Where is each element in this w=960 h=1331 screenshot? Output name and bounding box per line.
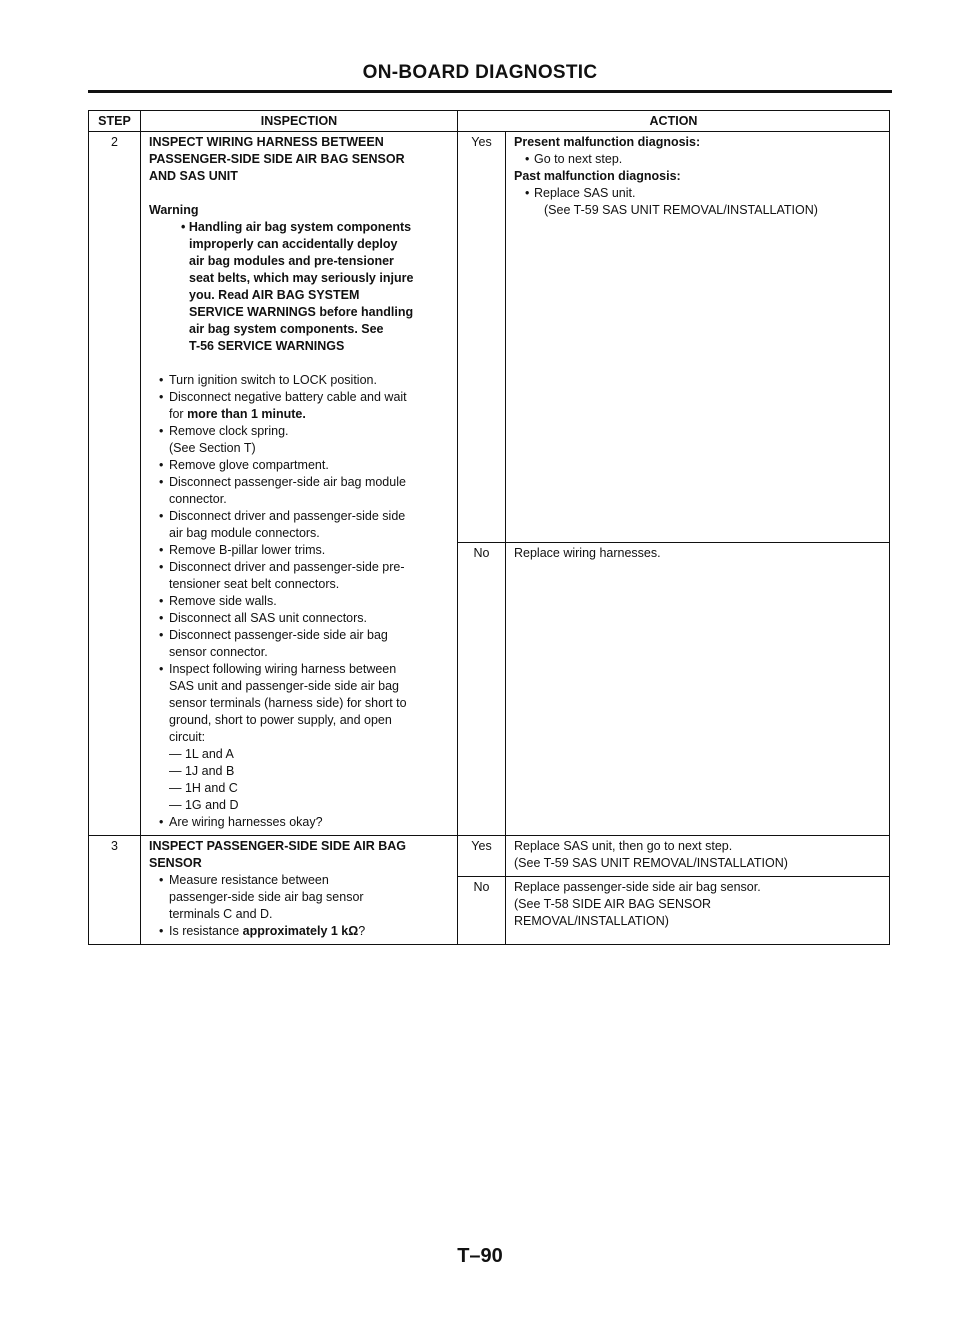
item-text: air bag module connectors.	[169, 526, 320, 540]
diagnostic-table	[88, 110, 890, 945]
warning-line: you. Read AIR BAG SYSTEM	[189, 288, 360, 302]
item-text: Remove side walls.	[169, 594, 277, 608]
item-text: SAS unit and passenger-side side air bag	[169, 679, 400, 693]
inspection-cell-step-3	[141, 836, 458, 945]
item-text: Disconnect driver and passenger-side side	[169, 509, 406, 523]
title-rule	[88, 90, 892, 93]
heading-line: PASSENGER-SIDE SIDE AIR BAG SENSOR	[149, 152, 405, 166]
list-item	[149, 661, 447, 814]
action-line: Replace passenger-side side air bag sensor.	[514, 880, 761, 894]
header-action: ACTION	[458, 111, 890, 132]
step-number: 2	[89, 132, 141, 836]
yes-label: Yes	[458, 836, 506, 877]
warning-label: Warning	[149, 203, 199, 217]
action-line: REMOVAL/INSTALLATION)	[514, 914, 669, 928]
past-malfunction-label: Past malfunction diagnosis:	[514, 169, 681, 183]
list-item	[149, 610, 447, 627]
inspection-heading	[149, 838, 447, 872]
list-item	[149, 508, 447, 542]
no-label: No	[458, 877, 506, 945]
action-item: • Go to next step.	[514, 151, 881, 168]
list-item	[149, 457, 447, 474]
item-text: — 1J and B	[169, 764, 235, 778]
step-number: 3	[89, 836, 141, 945]
item-text: ground, short to power supply, and open	[169, 713, 392, 727]
item-text: Turn ignition switch to LOCK position.	[169, 373, 377, 387]
list-item	[149, 814, 447, 831]
warning-line: seat belts, which may seriously injure	[189, 271, 414, 285]
warning-line: T-56 SERVICE WARNINGS	[189, 339, 345, 353]
list-item	[149, 627, 447, 661]
header-inspection: INSPECTION	[141, 111, 458, 132]
item-text: — 1L and A	[169, 747, 234, 761]
item-emphasis: more than 1 minute.	[187, 407, 306, 421]
heading-line: INSPECT WIRING HARNESS BETWEEN	[149, 135, 384, 149]
present-malfunction-label: Present malfunction diagnosis:	[514, 135, 701, 149]
table-row-step-3-yes	[89, 836, 890, 877]
item-text: terminals C and D.	[169, 907, 273, 921]
item-text: Remove B-pillar lower trims.	[169, 543, 326, 557]
yes-action-cell	[506, 836, 890, 877]
item-text: (See Section T)	[169, 441, 256, 455]
list-item	[149, 872, 447, 923]
list-item	[149, 559, 447, 593]
warning-line: air bag modules and pre-tensioner	[189, 254, 394, 268]
item-text: Disconnect passenger-side side air bag	[169, 628, 388, 642]
list-item	[149, 542, 447, 559]
item-text: Inspect following wiring harness between	[169, 662, 397, 676]
inspection-heading	[149, 134, 447, 185]
page-number: T–90	[457, 1245, 503, 1267]
item-emphasis: approximately 1 kΩ	[242, 924, 359, 938]
list-item	[149, 923, 447, 940]
item-text: Disconnect all SAS unit connectors.	[169, 611, 368, 625]
item-text: Measure resistance between	[169, 873, 329, 887]
item-text: for	[169, 407, 188, 421]
item-text: Are wiring harnesses okay?	[169, 815, 323, 829]
warning-text	[149, 219, 447, 355]
table-row-step-2-yes	[89, 132, 890, 543]
warning-line: improperly can accidentally deploy	[189, 237, 398, 251]
list-item	[149, 474, 447, 508]
item-text: — 1H and C	[169, 781, 238, 795]
action-item: • Replace SAS unit.	[514, 185, 881, 202]
list-item	[149, 389, 447, 423]
action-line: (See T-58 SIDE AIR BAG SENSOR	[514, 897, 712, 911]
action-reference: (See T-59 SAS UNIT REMOVAL/INSTALLATION)	[544, 203, 818, 217]
item-text: ?	[358, 924, 366, 938]
item-text: Disconnect negative battery cable and wait	[169, 390, 407, 404]
item-text: Remove glove compartment.	[169, 458, 329, 472]
item-text: Disconnect passenger-side air bag module	[169, 475, 406, 489]
item-text: Remove clock spring.	[169, 424, 289, 438]
item-text: sensor terminals (harness side) for short to	[169, 696, 407, 710]
no-label: No	[458, 543, 506, 836]
heading-line: AND SAS UNIT	[149, 169, 238, 183]
no-action-cell	[506, 877, 890, 945]
inspection-cell-step-2	[141, 132, 458, 836]
action-line: Replace SAS unit, then go to next step.	[514, 839, 733, 853]
warning-line: • Handling air bag system components	[181, 220, 412, 234]
list-item	[149, 423, 447, 457]
item-text: tensioner seat belt connectors.	[169, 577, 340, 591]
item-text: sensor connector.	[169, 645, 268, 659]
action-line: (See T-59 SAS UNIT REMOVAL/INSTALLATION)	[514, 856, 788, 870]
item-text: Disconnect driver and passenger-side pre-	[169, 560, 405, 574]
yes-label: Yes	[458, 132, 506, 543]
heading-line: INSPECT PASSENGER-SIDE SIDE AIR BAG	[149, 839, 406, 853]
warning-line: SERVICE WARNINGS before handling	[189, 305, 414, 319]
heading-line: SENSOR	[149, 856, 202, 870]
page-title: ON-BOARD DIAGNOSTIC	[362, 62, 598, 83]
no-action-cell: Replace wiring harnesses.	[506, 543, 890, 836]
header-step: STEP	[89, 111, 141, 132]
warning-line: air bag system components. See	[189, 322, 384, 336]
item-text: — 1G and D	[169, 798, 239, 812]
item-text: connector.	[169, 492, 227, 506]
item-text: passenger-side side air bag sensor	[169, 890, 364, 904]
table-header-row	[89, 111, 890, 132]
yes-action-cell	[506, 132, 890, 543]
item-text: circuit:	[169, 730, 206, 744]
item-text: Is resistance	[169, 924, 243, 938]
list-item	[149, 593, 447, 610]
list-item	[149, 372, 447, 389]
